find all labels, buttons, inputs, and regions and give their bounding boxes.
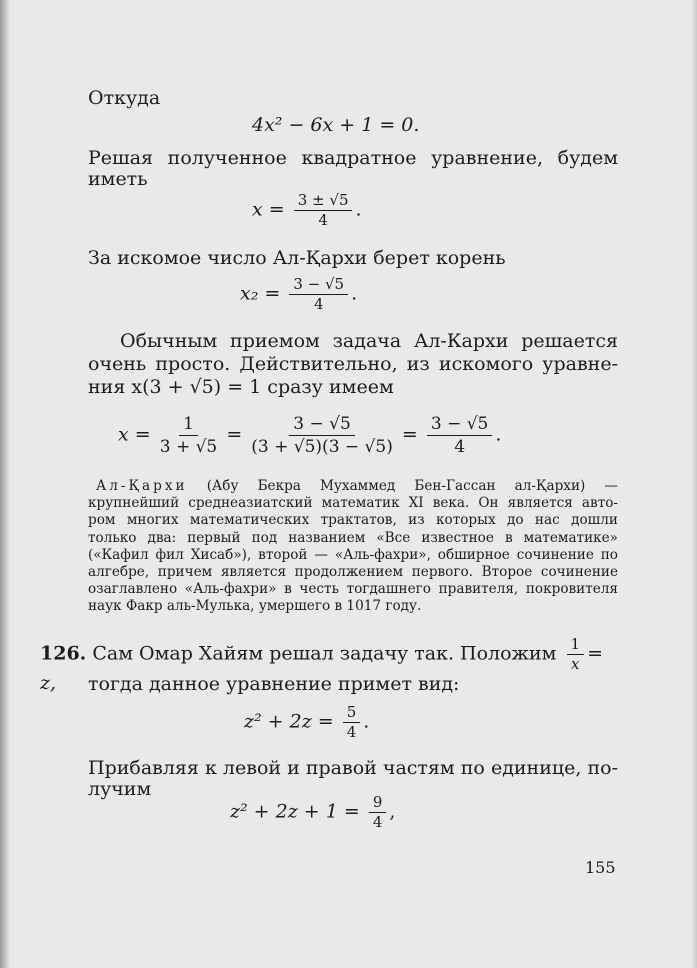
- problem-126-inline-fraction: [567, 636, 585, 673]
- equation-3: [240, 276, 357, 313]
- paragraph-usual-method: [88, 330, 618, 399]
- equation-6-numerator: 9: [369, 794, 387, 813]
- footnote-line-5: («Кафил фил Хисаб»), второй — «Аль-фахри», обширное сочинение по: [88, 546, 618, 563]
- para2-line2: иметь: [88, 168, 148, 190]
- footnote-line-2: крупнейший среднеазиатский математик XI века. Он является авто-: [88, 495, 618, 512]
- page-edge: [691, 0, 697, 968]
- para4-line1: Обычным приемом задача Ал-Кархи решается: [120, 330, 618, 352]
- footnote-line-7: озаглавлено «Аль-фахри» в честь тогдашнего правителя, покровителя: [88, 581, 618, 598]
- equation-4-f1-numerator: 1: [179, 414, 198, 436]
- para2-line1: Решая полученное квадратное уравнение, будем: [88, 147, 618, 169]
- equation-5: [244, 704, 369, 741]
- equation-6-tail: ,: [389, 800, 396, 823]
- equation-2-var: x =: [252, 198, 285, 221]
- equation-1-text: 4x² − 6x + 1 = 0.: [252, 114, 420, 136]
- para1-text: Откуда: [88, 87, 161, 109]
- page-number: 155: [585, 858, 616, 877]
- para3-text: За искомое число Ал-Қархи берет корень: [88, 247, 506, 269]
- equation-2-fraction: [294, 192, 353, 229]
- problem-126-inline-tail: = z,: [40, 642, 603, 694]
- equation-2-denominator: 4: [318, 211, 328, 229]
- equation-5-fraction: [343, 704, 361, 741]
- equation-2: [252, 192, 362, 229]
- equation-4-equals-1: =: [226, 423, 243, 446]
- problem-number: 126.: [40, 642, 87, 665]
- equation-4-fraction-3: [427, 414, 493, 457]
- footnote-name: Ал-Қархи: [96, 478, 188, 494]
- equation-4-f3-numerator: 3 − √5: [427, 414, 493, 436]
- equation-4-f3-denominator: 4: [454, 437, 466, 457]
- equation-4-fraction-1: [160, 414, 218, 457]
- equation-4-tail: .: [495, 423, 502, 446]
- footnote-line-4: только два: первый под названием «Все известное в математике»: [88, 529, 618, 546]
- equation-5-lhs: z² + 2z =: [244, 710, 334, 733]
- equation-1: [252, 114, 419, 136]
- footnote-al-karkhi: [88, 478, 618, 616]
- para4-line3: ния x(3 + √5) = 1 сразу имеем: [88, 376, 394, 398]
- para4-line2: очень просто. Действительно, из искомого уравне-: [88, 353, 618, 375]
- para5-line1: Прибавляя к левой и правой частям по единице, по-: [88, 757, 618, 779]
- equation-5-tail: .: [363, 710, 370, 733]
- footnote-line-3: ром многих математических трактатов, из которых до нас дошли: [88, 512, 618, 529]
- equation-3-fraction: [289, 276, 348, 313]
- problem-126-inline-numerator: 1: [567, 636, 585, 655]
- equation-6-denominator: 4: [372, 813, 383, 831]
- equation-4-fraction-2: [251, 414, 393, 457]
- equation-4-equals-2: =: [401, 423, 418, 446]
- problem-126-inline-denominator: x: [571, 655, 580, 673]
- equation-6-lhs: z² + 2z + 1 =: [230, 800, 360, 823]
- equation-4-f2-numerator: 3 − √5: [289, 414, 355, 436]
- equation-4-f1-denominator: 3 + √5: [159, 437, 218, 457]
- paragraph-solving: [88, 148, 618, 190]
- equation-5-denominator: 4: [346, 723, 357, 741]
- footnote-line-1-rest: (Абу Бекра Мухаммед Бен-Гассан ал-Қархи) —: [206, 478, 618, 494]
- equation-3-var: x₂ =: [240, 282, 281, 305]
- equation-3-denominator: 4: [313, 295, 324, 313]
- paragraph-otkuda: [88, 88, 618, 109]
- equation-3-numerator: 3 − √5: [289, 276, 348, 295]
- equation-5-numerator: 5: [343, 704, 361, 723]
- equation-2-numerator: 3 ± √5: [294, 192, 353, 211]
- equation-4-var: x =: [118, 423, 151, 446]
- paragraph-root-choice: [88, 248, 618, 269]
- equation-3-tail: .: [351, 282, 358, 305]
- footnote-line-6: алгебре, причем является продолжением первого. Второе сочинение: [88, 564, 618, 581]
- problem-126-second-line: [88, 674, 618, 695]
- equation-4: [118, 414, 501, 457]
- problem-126-line1: Сам Омар Хайям решал задачу так. Положим: [92, 642, 557, 665]
- page-binding-shadow: [0, 0, 10, 968]
- footnote-line-1: [88, 478, 618, 495]
- equation-6: [230, 794, 395, 831]
- footnote-line-8: наук Факр аль-Мулька, умершего в 1017 году.: [88, 598, 422, 615]
- equation-4-f2-denominator: (3 + √5)(3 − √5): [251, 437, 393, 457]
- equation-6-fraction: [369, 794, 387, 831]
- problem-126-line2: тогда данное уравнение примет вид:: [88, 673, 460, 695]
- equation-2-tail: .: [355, 198, 362, 221]
- para5-line2: лучим: [88, 778, 152, 800]
